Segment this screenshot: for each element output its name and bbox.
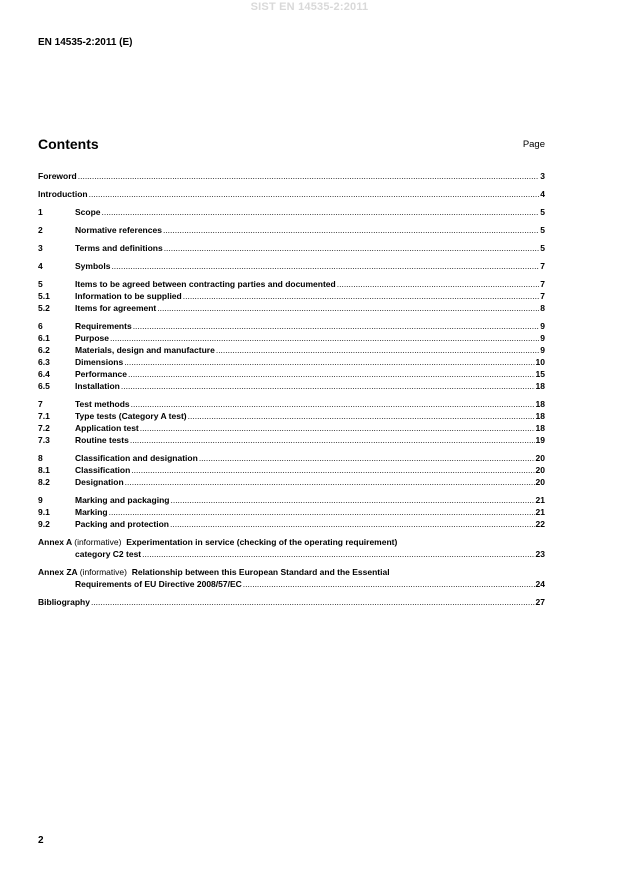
toc-entry-number: 6.1 xyxy=(38,333,50,343)
leader-dots xyxy=(216,344,539,356)
toc-entry-title: Materials, design and manufacture xyxy=(75,345,215,355)
toc-entry-classification[interactable] xyxy=(38,464,545,476)
toc-entry-page: 23 xyxy=(535,549,545,559)
toc-entry-page: 7 xyxy=(540,279,545,289)
toc-entry-page: 4 xyxy=(540,189,545,199)
toc-entry-number: 8.1 xyxy=(38,465,50,475)
toc-entry-number: 9.2 xyxy=(38,519,50,529)
leader-dots xyxy=(142,548,534,560)
toc-entry-number: 6.2 xyxy=(38,345,50,355)
toc-entry-page: 20 xyxy=(535,465,545,475)
toc-entry-page: 7 xyxy=(540,291,545,301)
toc-entry-title: Packing and protection xyxy=(75,519,169,529)
toc-entry-title: Routine tests xyxy=(75,435,129,445)
leader-dots xyxy=(89,188,540,200)
toc-entry-terms-and-definitions[interactable] xyxy=(38,242,545,254)
toc-entry-page: 18 xyxy=(535,423,545,433)
leader-dots xyxy=(111,260,539,272)
leader-dots xyxy=(133,320,540,332)
toc-entry-materials-design-manufacture[interactable] xyxy=(38,344,545,356)
toc-entry-page: 22 xyxy=(535,519,545,529)
toc-entry-number: 7.3 xyxy=(38,435,50,445)
toc-entry-title: Symbols xyxy=(75,261,111,271)
toc-entry-number: 6 xyxy=(38,321,43,331)
toc-entry-number: 7.2 xyxy=(38,423,50,433)
annex-heading-line xyxy=(38,566,545,578)
toc-entry-designation[interactable] xyxy=(38,476,545,488)
toc-entry-title: Items to be agreed between contracting parties and documented xyxy=(75,279,336,289)
toc-entry-installation[interactable] xyxy=(38,380,545,392)
leader-dots xyxy=(170,494,534,506)
leader-dots xyxy=(110,332,539,344)
toc-entry-title: Performance xyxy=(75,369,127,379)
toc-entry-page: 21 xyxy=(535,495,545,505)
annex-type: (informative) xyxy=(74,537,122,547)
toc-entry-page: 15 xyxy=(535,369,545,379)
annex-continuation-line xyxy=(38,548,545,560)
annex-title-line1: Relationship between this European Standard and the Essential xyxy=(131,567,390,577)
toc-entry-title: Application test xyxy=(75,423,139,433)
toc-entry-number: 1 xyxy=(38,207,43,217)
toc-entry-page: 5 xyxy=(540,243,545,253)
toc-entry-number: 5.1 xyxy=(38,291,50,301)
leader-dots xyxy=(243,578,535,590)
toc-entry-title: Marking and packaging xyxy=(75,495,170,505)
leader-dots xyxy=(121,380,535,392)
toc-entry-page: 18 xyxy=(535,411,545,421)
toc-entry-title: Bibliography xyxy=(38,597,90,607)
toc-entry-page: 8 xyxy=(540,303,545,313)
toc-entry-number: 7 xyxy=(38,399,43,409)
toc-entry-number: 3 xyxy=(38,243,43,253)
toc-entry-title: Classification xyxy=(75,465,131,475)
contents-heading: Contents xyxy=(38,136,99,152)
leader-dots xyxy=(102,206,540,218)
leader-dots xyxy=(163,224,539,236)
toc-entry-title: Purpose xyxy=(75,333,110,343)
toc-entry-title: Foreword xyxy=(38,171,77,181)
toc-entry-marking[interactable] xyxy=(38,506,545,518)
toc-entry-page: 24 xyxy=(535,579,545,589)
annex-type: (informative) xyxy=(79,567,127,577)
toc-entry-annex-za[interactable] xyxy=(38,566,545,590)
toc-entry-number: 2 xyxy=(38,225,43,235)
leader-dots xyxy=(125,476,535,488)
annex-title-line2: Requirements of EU Directive 2008/57/EC xyxy=(75,579,242,589)
annex-title-line1: Experimentation in service (checking of the operating requirement) xyxy=(126,537,398,547)
toc-entry-page: 18 xyxy=(535,381,545,391)
toc-entry-number: 8 xyxy=(38,453,43,463)
toc-entry-title: Marking xyxy=(75,507,108,517)
leader-dots xyxy=(140,422,535,434)
toc-entry-page: 5 xyxy=(540,207,545,217)
toc-entry-dimensions[interactable] xyxy=(38,356,545,368)
toc-entry-bibliography[interactable] xyxy=(38,596,545,608)
toc-entry-title: Items for agreement xyxy=(75,303,157,313)
toc-entry-normative-references[interactable] xyxy=(38,224,545,236)
toc-entry-number: 6.5 xyxy=(38,381,50,391)
leader-dots xyxy=(170,518,535,530)
toc-entry-application-test[interactable] xyxy=(38,422,545,434)
toc-entry-page: 7 xyxy=(540,261,545,271)
annex-label: Annex A xyxy=(38,537,72,547)
leader-dots xyxy=(157,302,539,314)
toc-entry-title: Classification and designation xyxy=(75,453,198,463)
toc-entry-page: 3 xyxy=(540,171,545,181)
toc-entry-page: 9 xyxy=(540,321,545,331)
toc-entry-page: 9 xyxy=(540,333,545,343)
toc-entry-page: 18 xyxy=(535,399,545,409)
annex-continuation-line xyxy=(38,578,545,590)
toc-entry-title: Information to be supplied xyxy=(75,291,182,301)
leader-dots xyxy=(199,452,535,464)
leader-dots xyxy=(131,398,535,410)
toc-entry-page: 10 xyxy=(535,357,545,367)
toc-entry-test-methods[interactable] xyxy=(38,398,545,410)
leader-dots xyxy=(124,356,534,368)
toc-entry-title: Dimensions xyxy=(75,357,124,367)
toc-entry-information-to-be-supplied[interactable] xyxy=(38,290,545,302)
leader-dots xyxy=(131,464,534,476)
toc-entry-symbols[interactable] xyxy=(38,260,545,272)
leader-dots xyxy=(91,596,535,608)
toc-entry-introduction[interactable] xyxy=(38,188,545,200)
toc-entry-marking-and-packaging[interactable] xyxy=(38,494,545,506)
toc-entry-title: Designation xyxy=(75,477,124,487)
annex-label: Annex ZA xyxy=(38,567,78,577)
toc-entry-number: 5 xyxy=(38,279,43,289)
page-column-label: Page xyxy=(522,139,545,150)
toc-entry-type-tests[interactable] xyxy=(38,410,545,422)
page-number: 2 xyxy=(38,835,44,846)
toc-entry-number: 5.2 xyxy=(38,303,50,313)
toc-entry-number: 4 xyxy=(38,261,43,271)
toc-entry-packing-and-protection[interactable] xyxy=(38,518,545,530)
document-id: EN 14535-2:2011 (E) xyxy=(38,37,133,48)
toc-entry-items-to-be-agreed[interactable] xyxy=(38,278,545,290)
toc-entry-page: 21 xyxy=(535,507,545,517)
leader-dots xyxy=(78,170,540,182)
leader-dots xyxy=(337,278,540,290)
toc-entry-page: 20 xyxy=(535,477,545,487)
toc-entry-number: 6.3 xyxy=(38,357,50,367)
annex-title-line2: category C2 test xyxy=(75,549,142,559)
toc-entry-number: 7.1 xyxy=(38,411,50,421)
leader-dots xyxy=(130,434,535,446)
toc-entry-foreword[interactable] xyxy=(38,170,545,182)
toc-entry-page: 19 xyxy=(535,435,545,445)
toc-entry-number: 6.4 xyxy=(38,369,50,379)
toc-entry-purpose[interactable] xyxy=(38,332,545,344)
toc-entry-page: 9 xyxy=(540,345,545,355)
leader-dots xyxy=(164,242,540,254)
toc-entry-routine-tests[interactable] xyxy=(38,434,545,446)
toc-entry-page: 5 xyxy=(540,225,545,235)
toc-entry-requirements[interactable] xyxy=(38,320,545,332)
leader-dots xyxy=(183,290,540,302)
toc-entry-scope[interactable] xyxy=(38,206,545,218)
toc-entry-title: Introduction xyxy=(38,189,88,199)
annex-heading-line xyxy=(38,536,545,548)
toc-entry-number: 9 xyxy=(38,495,43,505)
toc-entry-title: Test methods xyxy=(75,399,130,409)
toc-entry-title: Terms and definitions xyxy=(75,243,163,253)
toc-entry-page: 27 xyxy=(535,597,545,607)
leader-dots xyxy=(109,506,535,518)
toc-entry-title: Installation xyxy=(75,381,120,391)
toc-entry-title: Type tests (Category A test) xyxy=(75,411,187,421)
toc-entry-title: Normative references xyxy=(75,225,162,235)
toc-entry-performance[interactable] xyxy=(38,368,545,380)
toc-entry-classification-and-designation[interactable] xyxy=(38,452,545,464)
toc-entry-page: 20 xyxy=(535,453,545,463)
leader-dots xyxy=(128,368,535,380)
toc-entry-annex-a[interactable] xyxy=(38,536,545,560)
toc-entry-number: 9.1 xyxy=(38,507,50,517)
watermark: SIST EN 14535-2:2011 xyxy=(250,1,369,13)
toc-entry-title: Requirements xyxy=(75,321,132,331)
leader-dots xyxy=(188,410,535,422)
table-of-contents xyxy=(38,170,545,608)
toc-entry-number: 8.2 xyxy=(38,477,50,487)
toc-entry-title: Scope xyxy=(75,207,101,217)
toc-entry-items-for-agreement[interactable] xyxy=(38,302,545,314)
